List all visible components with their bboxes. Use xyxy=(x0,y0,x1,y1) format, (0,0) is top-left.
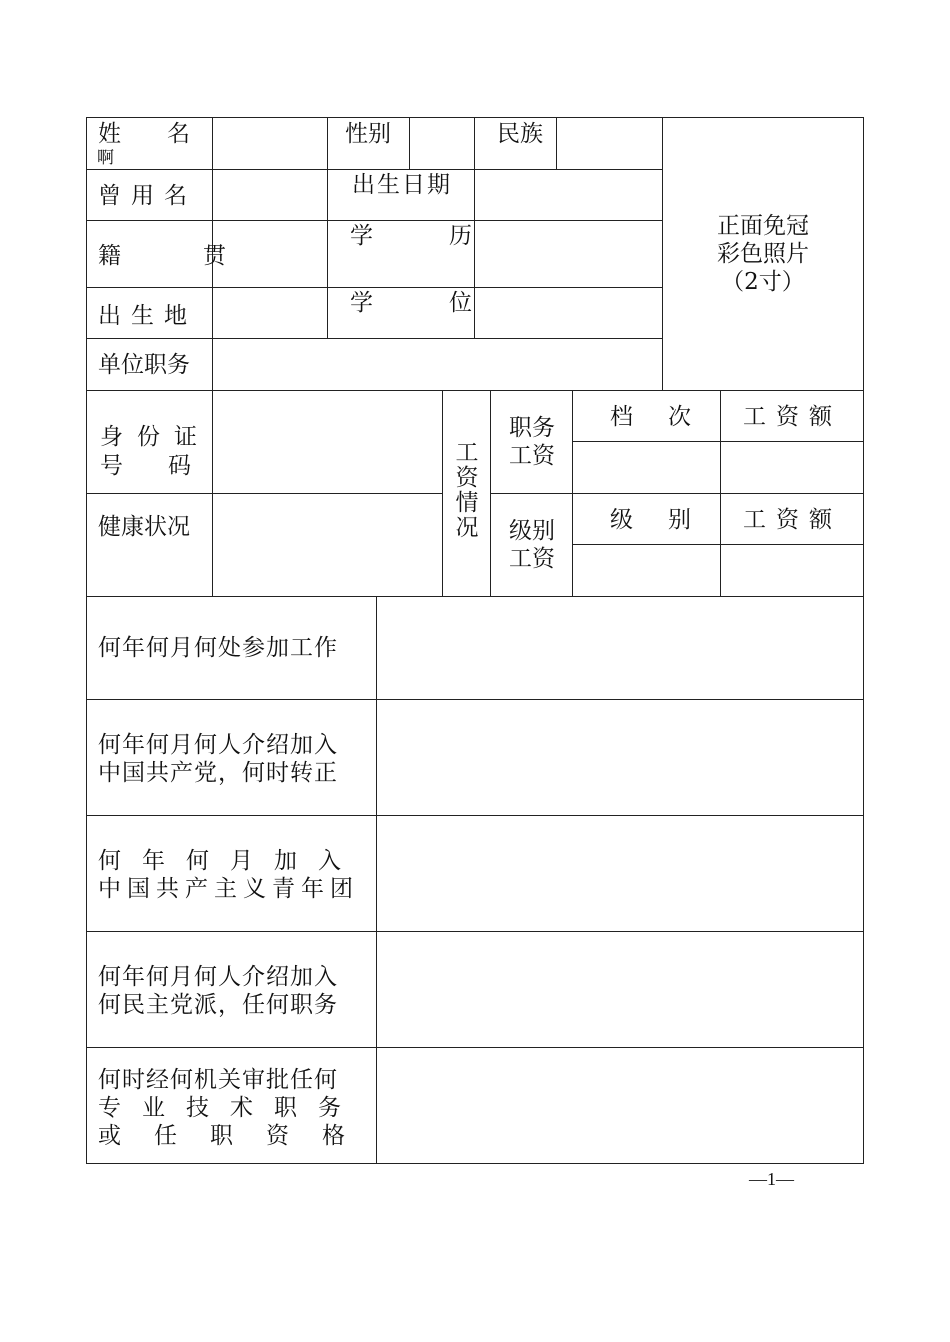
grade-label: 档 次 xyxy=(610,404,697,430)
level-salary-label-line-2: 工资 xyxy=(509,546,555,572)
col-line xyxy=(212,117,213,596)
birthplace-label: 出生地 xyxy=(98,303,197,329)
education-label: 学 历 xyxy=(350,223,482,249)
title-line-1: 何时经何机关审批任何 xyxy=(98,1067,338,1093)
col-line xyxy=(442,390,443,596)
degree-label: 学 位 xyxy=(350,290,482,316)
col-line xyxy=(327,117,328,338)
league-join-line-2: 中国共产主义青年团 xyxy=(98,876,359,902)
level-label: 级 别 xyxy=(610,507,697,533)
health-label: 健康状况 xyxy=(98,514,190,540)
title-line-2: 专业技术职务 xyxy=(98,1095,362,1121)
work-start-label: 何年何月何处参加工作 xyxy=(98,635,338,661)
col-line xyxy=(490,390,491,596)
birth-date-label: 出生日期 xyxy=(352,172,452,198)
title-line-3: 或任职资格 xyxy=(98,1123,378,1149)
photo-line-3: （2寸） xyxy=(721,269,805,295)
row-line xyxy=(86,699,864,700)
democratic-party-line-2: 何民主党派，任何职务 xyxy=(98,992,338,1018)
row-line xyxy=(86,220,663,221)
party-join-line-1: 何年何月何人介绍加入 xyxy=(98,732,338,758)
position-salary-label-line-1: 职务 xyxy=(509,415,555,441)
page-number: —1— xyxy=(749,1169,794,1189)
name-label: 姓 名 xyxy=(98,121,190,147)
border-right xyxy=(863,117,864,1164)
level-salary-label-line-1: 级别 xyxy=(509,518,555,544)
unit-position-label: 单位职务 xyxy=(98,352,190,378)
photo-line-1: 正面免冠 xyxy=(717,213,809,239)
row-line xyxy=(573,544,864,545)
col-line xyxy=(720,390,721,596)
democratic-party-line-1: 何年何月何人介绍加入 xyxy=(98,964,338,990)
border-top xyxy=(86,117,864,118)
row-line xyxy=(86,1047,864,1048)
row-line xyxy=(86,390,864,391)
col-line xyxy=(572,390,573,596)
photo-line-2: 彩色照片 xyxy=(717,241,809,267)
col-line xyxy=(376,596,377,1164)
id-label-line-1: 身份证 xyxy=(100,424,211,450)
gender-label: 性别 xyxy=(345,121,391,147)
row-line xyxy=(86,169,663,170)
league-join-line-1: 何年何月加入 xyxy=(98,848,362,874)
row-line xyxy=(491,493,864,494)
border-bottom xyxy=(86,1163,864,1164)
former-name-label: 曾用名 xyxy=(98,183,197,209)
salary-label: 工资情况 xyxy=(455,440,479,541)
row-line xyxy=(86,287,663,288)
row-line xyxy=(86,931,864,932)
col-line xyxy=(409,117,410,169)
col-line xyxy=(556,117,557,169)
row-line xyxy=(86,596,864,597)
row-line xyxy=(573,441,864,442)
native-place-label: 籍 贯 xyxy=(98,243,238,269)
name-hint: 啊 xyxy=(97,148,114,168)
row-line xyxy=(86,815,864,816)
row-line xyxy=(86,493,443,494)
position-salary-label-line-2: 工资 xyxy=(509,443,555,469)
amount-label-2: 工资额 xyxy=(743,507,842,533)
amount-label-1: 工资额 xyxy=(743,404,842,430)
ethnicity-label: 民族 xyxy=(497,121,543,147)
border-left xyxy=(86,117,87,1164)
party-join-line-2: 中国共产党，何时转正 xyxy=(98,760,338,786)
row-line xyxy=(86,338,663,339)
id-label-line-2: 号 码 xyxy=(100,453,202,479)
